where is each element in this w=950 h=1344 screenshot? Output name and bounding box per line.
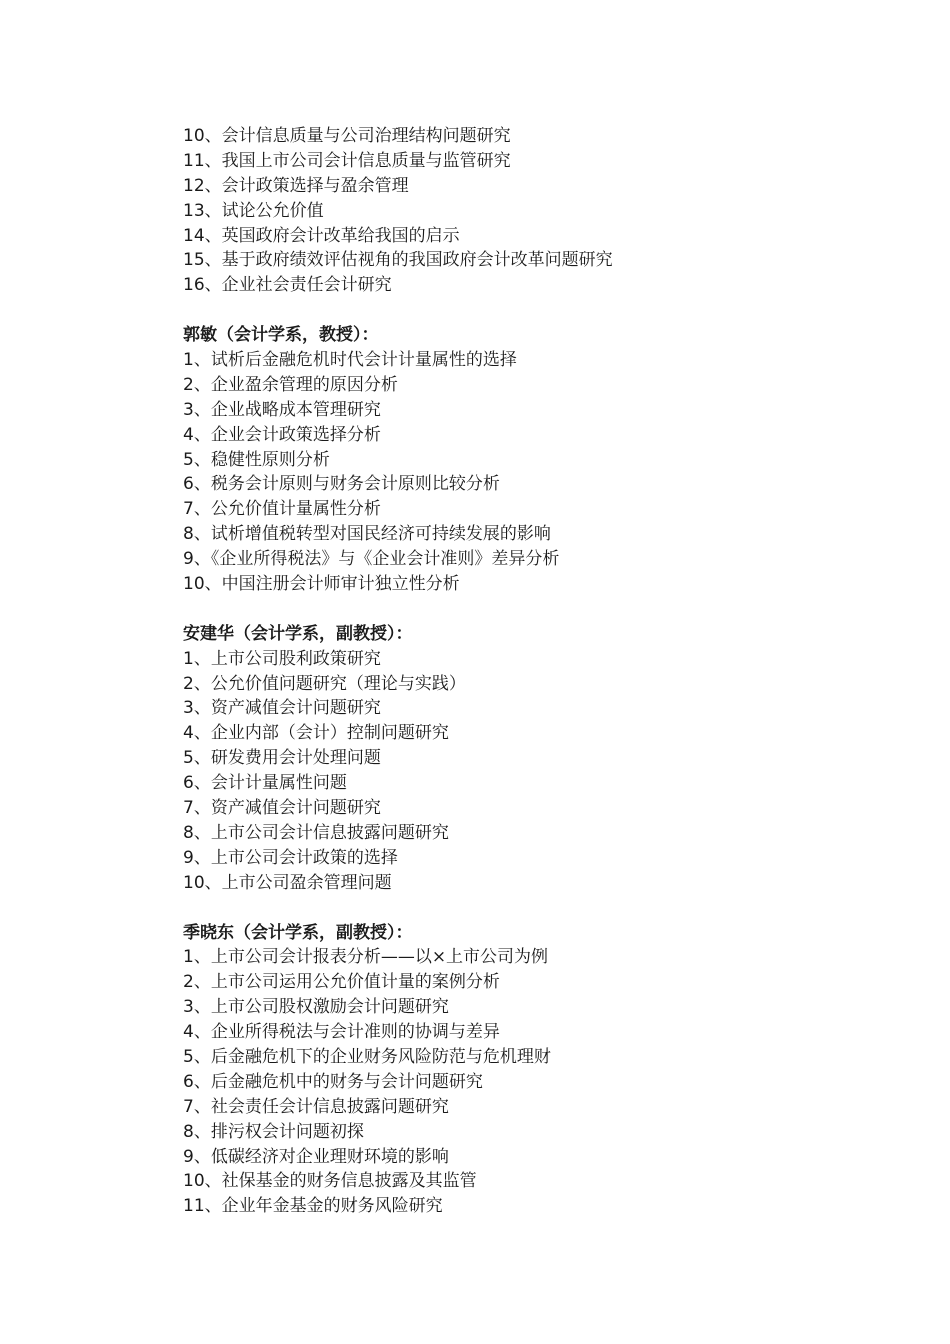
list-item: 10、社保基金的财务信息披露及其监管 [183, 1171, 477, 1192]
document-body [183, 124, 883, 1219]
list-item: 1、试析后金融危机时代会计计量属性的选择 [183, 350, 517, 371]
section-spacer [183, 298, 883, 323]
section-an-jianhua [183, 622, 883, 896]
section-heading: 郭敏（会计学系，教授）： [183, 325, 379, 346]
section-heading: 安建华（会计学系，副教授）： [183, 623, 413, 644]
list-item: 8、排污权会计问题初探 [183, 1121, 364, 1142]
list-item: 4、企业内部（会计）控制问题研究 [183, 723, 449, 744]
list-item: 6、税务会计原则与财务会计原则比较分析 [183, 474, 500, 495]
list-item: 1、上市公司股利政策研究 [183, 648, 381, 669]
list-item: 7、资产减值会计问题研究 [183, 798, 381, 819]
list-item: 7、社会责任会计信息披露问题研究 [183, 1096, 449, 1117]
section-guo-min [183, 323, 883, 597]
list-item: 10、会计信息质量与公司治理结构问题研究 [183, 126, 511, 146]
list-item: 10、中国注册会计师审计独立性分析 [183, 574, 460, 595]
list-item: 3、上市公司股权激励会计问题研究 [183, 997, 449, 1018]
list-item: 4、企业所得税法与会计准则的协调与差异 [183, 1022, 500, 1043]
list-item: 15、基于政府绩效评估视角的我国政府会计改革问题研究 [183, 250, 613, 271]
list-item: 9、低碳经济对企业理财环境的影响 [183, 1146, 449, 1167]
list-item: 5、研发费用会计处理问题 [183, 748, 381, 769]
list-item: 9、上市公司会计政策的选择 [183, 847, 398, 868]
list-item: 10、上市公司盈余管理问题 [183, 872, 392, 893]
list-item: 11、我国上市公司会计信息质量与监管研究 [183, 150, 511, 171]
section-spacer [183, 896, 883, 921]
list-item: 4、企业会计政策选择分析 [183, 424, 381, 445]
list-item: 5、后金融危机下的企业财务风险防范与危机理财 [183, 1046, 551, 1067]
list-item: 8、上市公司会计信息披露问题研究 [183, 822, 449, 843]
list-item: 1、上市公司会计报表分析——以×上市公司为例 [183, 947, 549, 968]
list-item: 6、会计计量属性问题 [183, 773, 347, 794]
section-spacer [183, 597, 883, 622]
list-item: 5、稳健性原则分析 [183, 449, 330, 470]
list-item: 16、企业社会责任会计研究 [183, 275, 392, 296]
list-item: 8、试析增值税转型对国民经济可持续发展的影响 [183, 524, 551, 545]
list-item: 3、企业战略成本管理研究 [183, 399, 381, 420]
section-ji-xiaodong [183, 921, 883, 1220]
list-item: 14、英国政府会计改革给我国的启示 [183, 225, 460, 246]
list-item: 7、公允价值计量属性分析 [183, 499, 381, 520]
list-item: 9、《企业所得税法》与《企业会计准则》差异分析 [183, 549, 560, 570]
list-item: 11、企业年金基金的财务风险研究 [183, 1196, 443, 1217]
list-item: 12、会计政策选择与盈余管理 [183, 175, 409, 196]
list-item: 13、试论公允价值 [183, 200, 324, 221]
list-item: 2、公允价值问题研究（理论与实践） [183, 673, 466, 694]
list-item: 3、资产减值会计问题研究 [183, 698, 381, 719]
list-item: 6、后金融危机中的财务与会计问题研究 [183, 1071, 483, 1092]
section-continued [183, 124, 883, 298]
list-item: 2、企业盈余管理的原因分析 [183, 374, 398, 395]
list-item: 2、上市公司运用公允价值计量的案例分析 [183, 972, 500, 993]
section-heading: 季晓东（会计学系，副教授）： [183, 922, 413, 943]
